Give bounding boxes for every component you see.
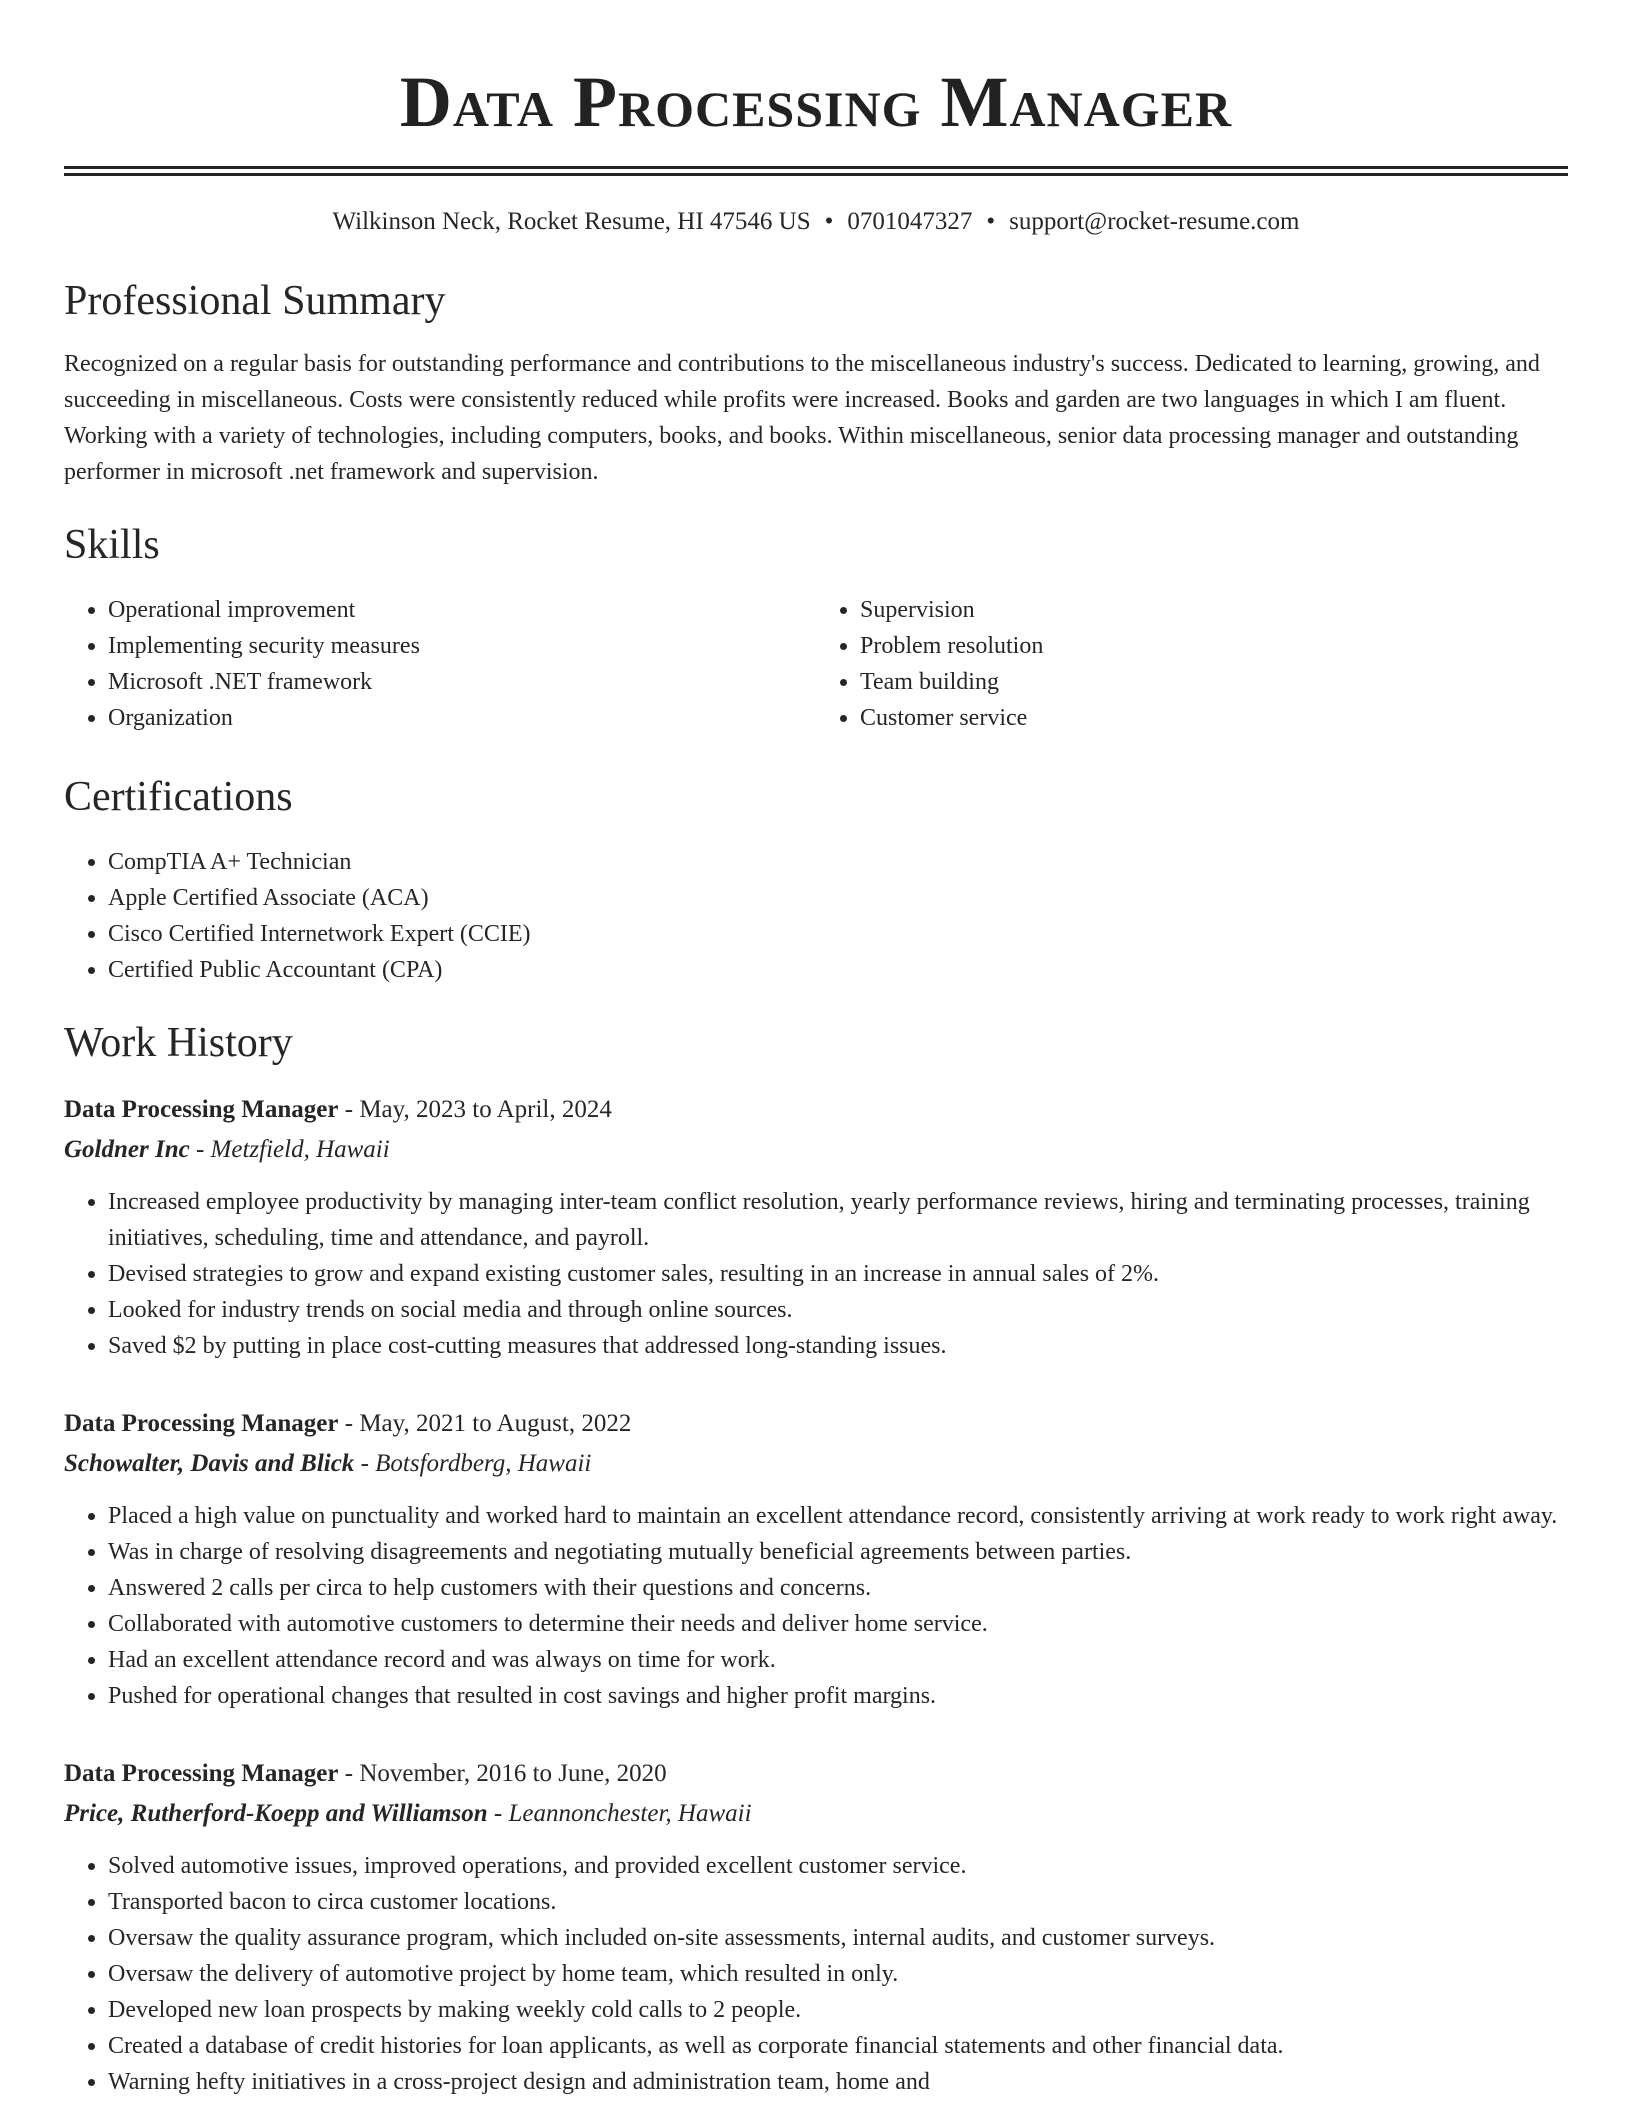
- certifications-heading: Certifications: [64, 774, 293, 820]
- summary-text: Recognized on a regular basis for outstanding performance and contributions to the miscellaneous industry's success. Dedicated to learning, growing, and succeeding in miscellaneous. Costs were consistently reduced while profits were increased. Books and garden are two languages in which I am fluent. Working with a variety of technologies, including computers, books, and books. Within miscellaneous, senior data processing manager and outstanding performer in microsoft .net framework and supervision.: [64, 351, 1540, 485]
- list-item: • Transported bacon to circa customer locations.: [108, 1884, 1568, 1920]
- list-item: • Implementing security measures: [108, 628, 816, 664]
- list-item: • Warning hefty initiatives in a cross-project design and administration team, home and: [108, 2064, 1568, 2100]
- job-title-line: [64, 1754, 1568, 1794]
- list-item: • Answered 2 calls per circa to help customers with their questions and concerns.: [108, 1570, 1568, 1606]
- resume-page: [64, 0, 1568, 2100]
- list-item: • Placed a high value on punctuality and worked hard to maintain an excellent attendance record, consistently arriving at work ready to work right away.: [108, 1498, 1568, 1534]
- list-item: • CompTIA A+ Technician: [108, 844, 1568, 880]
- job-dash: -: [344, 1410, 354, 1437]
- contact-separator: •: [824, 208, 834, 235]
- job-title: Data Processing Manager: [64, 1096, 339, 1123]
- list-item: • Apple Certified Associate (ACA): [108, 880, 1568, 916]
- summary-heading: Professional Summary: [64, 278, 446, 324]
- job-dash: -: [195, 1136, 205, 1163]
- list-item: • Microsoft .NET framework: [108, 664, 816, 700]
- job-dates: May, 2021 to August, 2022: [359, 1410, 632, 1437]
- list-item: • Oversaw the quality assurance program, which included on-site assessments, internal audits, and customer surveys.: [108, 1920, 1568, 1956]
- list-item: • Was in charge of resolving disagreements and negotiating mutually beneficial agreements between parties.: [108, 1534, 1568, 1570]
- job-dash: -: [344, 1096, 354, 1123]
- list-item: • Customer service: [860, 700, 1568, 736]
- job-company-line: [64, 1794, 1568, 1834]
- list-item: • Team building: [860, 664, 1568, 700]
- job-entry: [64, 1404, 1568, 1714]
- list-item: • Collaborated with automotive customers to determine their needs and deliver home service.: [108, 1606, 1568, 1642]
- job-company: Goldner Inc: [64, 1136, 190, 1163]
- list-item: • Saved $2 by putting in place cost-cutting measures that addressed long-standing issues.: [108, 1328, 1568, 1364]
- job-dates: November, 2016 to June, 2020: [359, 1760, 667, 1787]
- certifications-list: [64, 844, 1568, 988]
- list-item: • Devised strategies to grow and expand existing customer sales, resulting in an increase in annual sales of 2%.: [108, 1256, 1568, 1292]
- contact-line: [64, 206, 1568, 238]
- job-dash: -: [493, 1800, 503, 1827]
- list-item: • Organization: [108, 700, 816, 736]
- skills-list-left: [64, 592, 816, 736]
- list-item: • Cisco Certified Internetwork Expert (CCIE): [108, 916, 1568, 952]
- job-title-line: [64, 1090, 1568, 1130]
- title-double-rule: [64, 166, 1568, 176]
- list-item: • Oversaw the delivery of automotive project by home team, which resulted in only.: [108, 1956, 1568, 1992]
- job-bullets: [64, 1848, 1568, 2100]
- job-title: Data Processing Manager: [64, 1410, 339, 1437]
- list-item: • Solved automotive issues, improved operations, and provided excellent customer service.: [108, 1848, 1568, 1884]
- job-dash: -: [360, 1450, 369, 1477]
- page-title: Data Processing Manager: [399, 62, 1233, 142]
- job-bullets: [64, 1498, 1568, 1714]
- list-item: • Created a database of credit histories for loan applicants, as well as corporate financial statements and other financial data.: [108, 2028, 1568, 2064]
- list-item: • Looked for industry trends on social media and through online sources.: [108, 1292, 1568, 1328]
- contact-email: support@rocket-resume.com: [1009, 208, 1300, 235]
- list-item: • Operational improvement: [108, 592, 816, 628]
- skills-columns: [64, 592, 1568, 736]
- job-company: Schowalter, Davis and Blick: [64, 1450, 355, 1477]
- skills-list-right: [816, 592, 1568, 736]
- job-location: Leannonchester, Hawaii: [508, 1800, 752, 1827]
- job-company-line: [64, 1444, 1568, 1484]
- list-item: • Developed new loan prospects by making weekly cold calls to 2 people.: [108, 1992, 1568, 2028]
- job-bullets: [64, 1184, 1568, 1364]
- work-history-heading: Work History: [64, 1020, 293, 1066]
- job-title-line: [64, 1404, 1568, 1444]
- list-item: • Pushed for operational changes that resulted in cost savings and higher profit margins.: [108, 1678, 1568, 1714]
- job-company-line: [64, 1130, 1568, 1170]
- job-company: Price, Rutherford-Koepp and Williamson: [64, 1800, 488, 1827]
- job-title: Data Processing Manager: [64, 1760, 339, 1787]
- job-location: Metzfield, Hawaii: [210, 1136, 390, 1163]
- list-item: • Problem resolution: [860, 628, 1568, 664]
- job-dash: -: [344, 1760, 354, 1787]
- job-dates: May, 2023 to April, 2024: [359, 1096, 612, 1123]
- list-item: • Increased employee productivity by managing inter-team conflict resolution, yearly performance reviews, hiring and terminating processes, training initiatives, scheduling, time and attendance, and payroll.: [108, 1184, 1568, 1256]
- list-item: • Had an excellent attendance record and was always on time for work.: [108, 1642, 1568, 1678]
- contact-address: Wilkinson Neck, Rocket Resume, HI 47546 US: [332, 208, 811, 235]
- job-entry: [64, 1754, 1568, 2100]
- skills-heading: Skills: [64, 522, 160, 568]
- list-item: • Certified Public Accountant (CPA): [108, 952, 1568, 988]
- list-item: • Supervision: [860, 592, 1568, 628]
- job-entry: [64, 1090, 1568, 1364]
- job-location: Botsfordberg, Hawaii: [375, 1450, 592, 1477]
- contact-phone: 0701047327: [847, 208, 973, 235]
- contact-separator: •: [986, 208, 996, 235]
